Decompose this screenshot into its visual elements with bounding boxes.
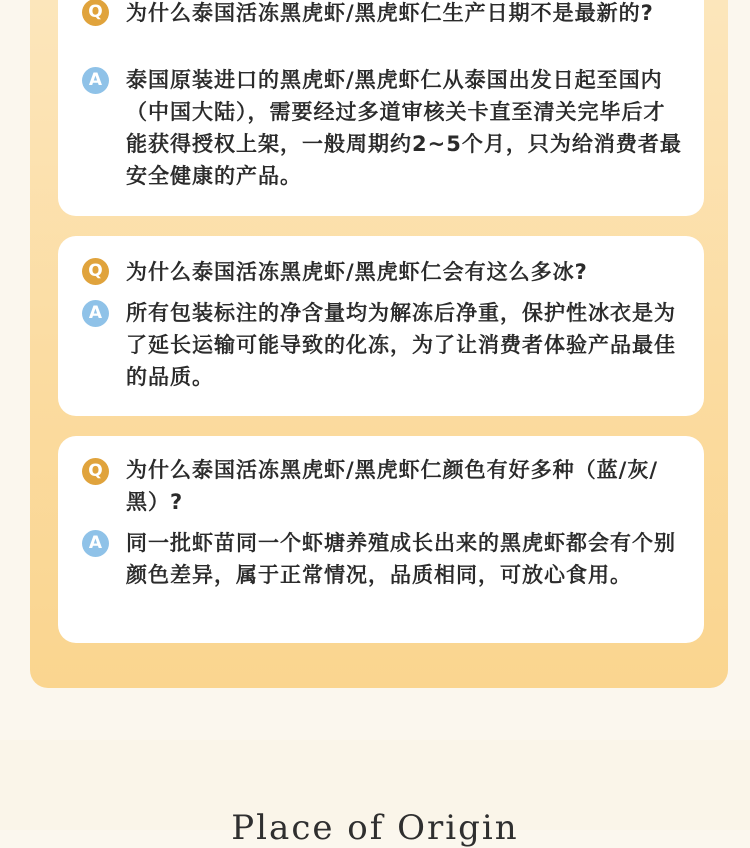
answer-row [82,297,682,393]
question-text: 为什么泰国活冻黑虎虾/黑虎虾仁会有这么多冰? [126,260,588,284]
question-text: 为什么泰国活冻黑虎虾/黑虎虾仁生产日期不是最新的? [126,1,654,25]
answer-icon: A [82,530,109,557]
answer-text: 同一批虾苗同一个虾塘养殖成长出来的黑虎虾都会有个别颜色差异，属于正常情况，品质相同，可放心食用。 [126,531,676,587]
faq-card [58,236,704,416]
answer-icon: A [82,300,109,327]
faq-card [58,436,704,643]
question-row [82,454,682,518]
answer-text: 所有包装标注的净含量均为解冻后净重，保护性冰衣是为了延长运输可能导致的化冻，为了让消费者体验产品最佳的品质。 [126,301,676,389]
answer-text: 泰国原装进口的黑虎虾/黑虎虾仁从泰国出发日起至国内（中国大陆），需要经过多道审核关卡直至清关完毕后才能获得授权上架，一般周期约2~5个月，只为给消费者最安全健康的产品。 [126,68,682,188]
answer-icon: A [82,67,109,94]
question-row [82,256,682,288]
question-icon: Q [82,458,109,485]
answer-row [82,527,682,623]
answer-row [82,64,682,192]
section-title: Place of Origin [231,808,519,848]
question-row [82,0,682,61]
faq-card [58,0,704,216]
question-text: 为什么泰国活冻黑虎虾/黑虎虾仁颜色有好多种（蓝/灰/黑）? [126,458,659,514]
question-icon: Q [82,258,109,285]
question-icon: Q [82,0,109,26]
